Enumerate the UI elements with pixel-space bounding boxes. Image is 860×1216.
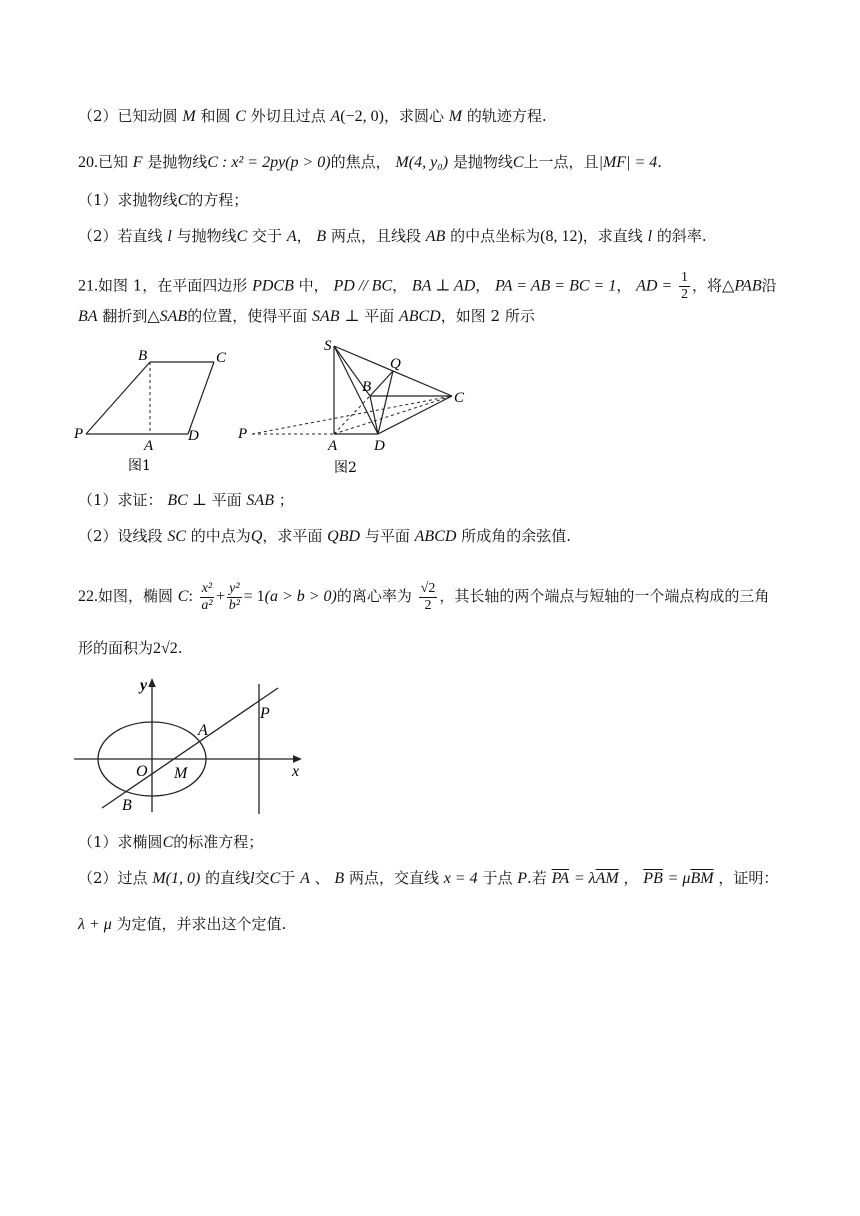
label-p: P <box>74 426 84 442</box>
label-s: S <box>324 338 332 354</box>
fraction-one-half: $\frac{1}{2}$ <box>681 270 689 302</box>
label-c: C <box>216 350 227 366</box>
q21-part1: （1）求证： BC ⊥ 平面 SAB ； <box>78 491 294 509</box>
label-d: D <box>188 428 199 444</box>
fraction-x2-a2: $\frac{\text{x²}}{\text{a²}}$ <box>201 580 213 613</box>
label-q: Q <box>390 356 401 372</box>
edge-bp <box>86 362 150 434</box>
q22-stem-line1: 22.如图，椭圆 C: $\frac{\text{x²}}{\text{a²}}$ + $\frac{\text{y²}}{\text{b²}}$ = 1(a > b > 0)的离心率为 $\frac{√2}{2}$ ，其长轴的两个端点与短轴的一个端点构成的三角 <box>78 580 770 613</box>
figure-ellipse <box>66 672 316 822</box>
fraction-eccentricity: $\frac{√2}{2}$ <box>420 580 436 613</box>
caption-fig1: 图1 <box>128 458 151 474</box>
q19-part2: （2）已知动圆 M 和圆 C 外切且过点 A(−2, 0)，求圆心 M 的轨迹方程. <box>78 107 547 125</box>
caption-fig2: 图2 <box>334 460 357 476</box>
q22-stem-line2: 形的面积为2√2. <box>78 639 183 657</box>
q21-stem-line1: 21.如图 1，在平面四边形 PDCB 中， PD // BC， BA ⊥ AD， PA = AB = BC = 1， AD = $\frac{1}{2}$ ，将△PAB沿 <box>78 270 777 302</box>
label-m: M <box>174 765 188 782</box>
q20-part1: （1）求抛物线C的方程； <box>78 191 249 209</box>
label-a: A <box>198 722 208 739</box>
label-c: C <box>454 390 465 406</box>
fraction-y2-b2: $\frac{\text{y²}}{\text{b²}}$ <box>228 580 240 613</box>
q22-part2-line1: （2）过点 M(1, 0) 的直线l交C于 A 、 B 两点，交直线 x = 4 于点 P.若 $\overline{PA} = \lambda\overline{AM}$ ， $\overline{PB} = \mu\overline{BM}$ ，证明： <box>78 869 779 887</box>
label-a: A <box>328 438 338 454</box>
edge-dc <box>378 396 452 434</box>
figure-2-pyramid <box>230 334 480 480</box>
label-y: y <box>140 677 148 694</box>
edge-bd <box>370 396 378 434</box>
label-b: B <box>138 348 148 364</box>
figure-1-quadrilateral <box>60 340 240 480</box>
q21-stem-line2: BA 翻折到△SAB的位置，使得平面 SAB ⊥ 平面 ABCD，如图 2 所示 <box>78 307 535 325</box>
q22-part2-line2: λ + μ 为定值，并求出这个定值. <box>78 915 287 933</box>
label-o: O <box>136 763 148 780</box>
label-d: D <box>374 438 385 454</box>
edge-sd <box>334 346 378 434</box>
label-p: P <box>260 705 270 722</box>
q21-part2: （2）设线段 SC 的中点为Q，求平面 QBD 与平面 ABCD 所成角的余弦值. <box>78 527 571 545</box>
label-b: B <box>362 379 372 395</box>
q22-part1: （1）求椭圆C的标准方程； <box>78 833 264 851</box>
q20-stem: 20.已知 F 是抛物线C : x² = 2py(p > 0)的焦点， M(4, y₀) 是抛物线C上一点，且|MF| = 4. <box>78 153 663 171</box>
label-x: x <box>292 763 300 780</box>
edge-dc <box>188 362 214 434</box>
line-l <box>102 688 278 808</box>
label-b: B <box>122 797 132 814</box>
edge-qd <box>378 371 393 434</box>
label-a: A <box>144 438 154 454</box>
label-p: P <box>238 426 248 442</box>
q20-part2: （2）若直线 l 与抛物线C 交于 A， B 两点，且线段 AB 的中点坐标为(8, 12)，求直线 l 的斜率. <box>78 227 707 245</box>
